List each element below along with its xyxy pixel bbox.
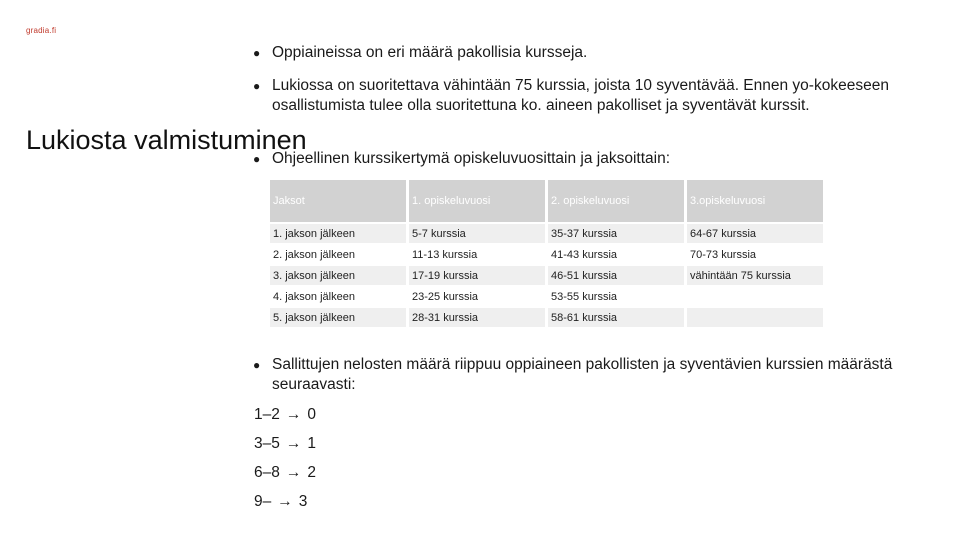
table-cell: 3. jakson jälkeen	[270, 264, 409, 285]
table-cell: 46-51 kurssia	[548, 264, 687, 285]
table-row	[270, 264, 826, 285]
table-row	[270, 306, 826, 327]
table-cell: 28-31 kurssia	[409, 306, 548, 327]
table-cell	[687, 285, 826, 306]
arrow-right-icon: →	[285, 406, 302, 423]
table-cell: 58-61 kurssia	[548, 306, 687, 327]
mapping-value: 2	[307, 464, 316, 481]
mapping-line	[254, 435, 316, 453]
mapping-value: 0	[307, 406, 316, 423]
mapping-range: 9–	[254, 493, 272, 510]
table-cell: 35-37 kurssia	[548, 222, 687, 243]
table-header-cell: 1. opiskeluvuosi	[409, 180, 548, 222]
table-cell: 70-73 kurssia	[687, 243, 826, 264]
table-cell: 4. jakson jälkeen	[270, 285, 409, 306]
arrow-right-icon: →	[285, 464, 302, 481]
arrow-right-icon: →	[277, 493, 293, 510]
table-cell: 53-55 kurssia	[548, 285, 687, 306]
table-row	[270, 222, 826, 243]
table-header-cell: 3.opiskeluvuosi	[687, 180, 826, 222]
table-cell: 17-19 kurssia	[409, 264, 548, 285]
table-cell: vähintään 75 kurssia	[687, 264, 826, 285]
mapping-line	[254, 493, 307, 511]
mapping-value: 3	[298, 493, 308, 510]
brand-logo: gradia.fi	[26, 26, 57, 35]
table-header-cell: 2. opiskeluvuosi	[548, 180, 687, 222]
mapping-value: 1	[307, 435, 316, 452]
table-row	[270, 285, 826, 306]
mapping-range: 6–8	[254, 464, 280, 481]
page-title: Lukiosta valmistuminen	[26, 125, 307, 155]
table-cell: 64-67 kurssia	[687, 222, 826, 243]
table-row	[270, 243, 826, 264]
table-cell: 5. jakson jälkeen	[270, 306, 409, 327]
table-header-row	[270, 180, 826, 222]
bullet-minimum-courses: ● Lukiossa on suoritettava vähintään 75 kurssia, joista 10 syventävää. Ennen yo-kokeeseen osallistumista tulee olla suoritettuna ko. aineen pakolliset ja syventävät kurssit.	[253, 76, 912, 116]
table-cell: 23-25 kurssia	[409, 285, 548, 306]
mapping-range: 3–5	[254, 435, 280, 452]
table-cell: 41-43 kurssia	[548, 243, 687, 264]
table-cell: 1. jakson jälkeen	[270, 222, 409, 243]
bullet-course-accumulation: ● Ohjeellinen kurssikertymä opiskeluvuosittain ja jaksoittain:	[253, 149, 912, 169]
table-cell	[687, 306, 826, 327]
table-cell: 11-13 kurssia	[409, 243, 548, 264]
table-header-cell: Jaksot	[270, 180, 409, 222]
table-cell: 5-7 kurssia	[409, 222, 548, 243]
bullet-mandatory-courses: ● Oppiaineissa on eri määrä pakollisia kursseja.	[253, 43, 912, 63]
mapping-range: 1–2	[254, 406, 280, 423]
course-accumulation-table	[270, 180, 826, 327]
bullet-allowed-fours: ● Sallittujen nelosten määrä riippuu oppiaineen pakollisten ja syventävien kurssien määrästä seuraavasti:	[253, 355, 912, 395]
arrow-right-icon: →	[285, 435, 302, 452]
mapping-line	[254, 464, 316, 482]
table-cell: 2. jakson jälkeen	[270, 243, 409, 264]
mapping-line	[254, 406, 316, 424]
